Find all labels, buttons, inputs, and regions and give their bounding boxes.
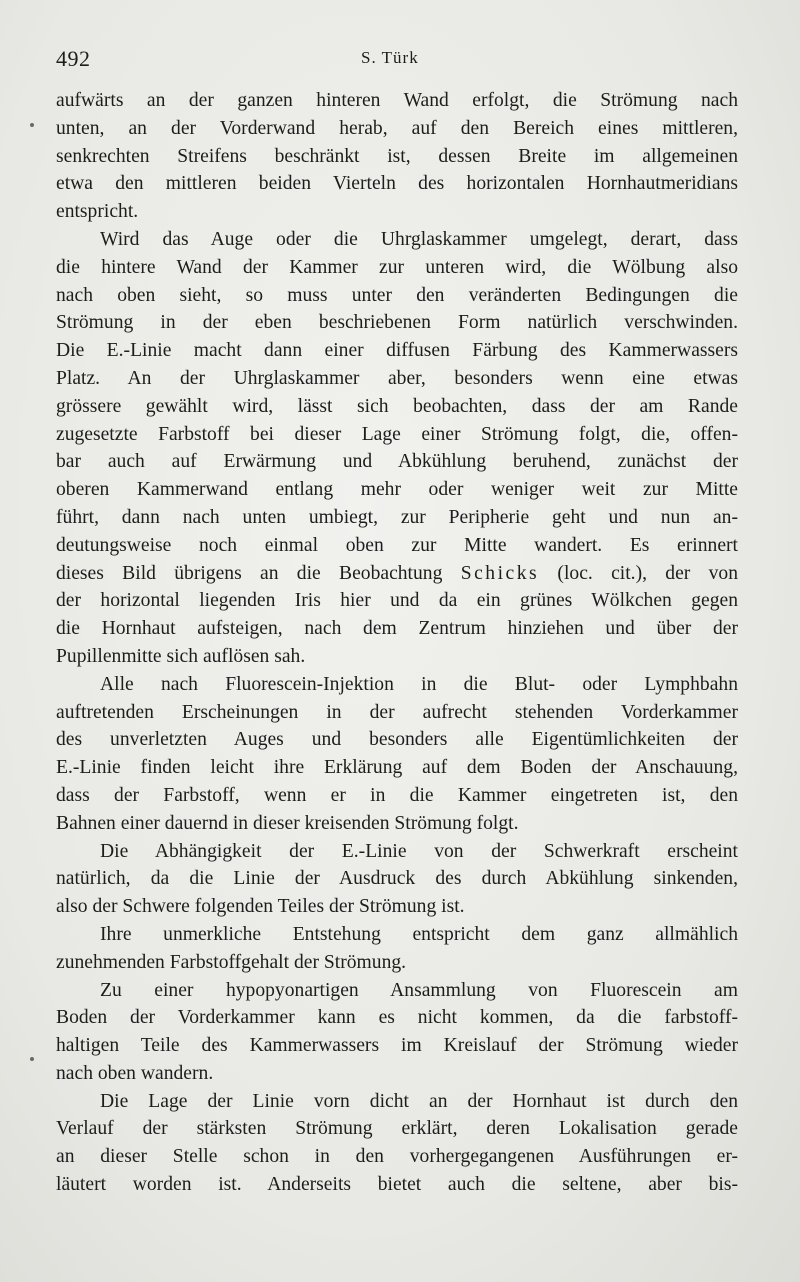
text-line: oberen Kammerwand entlang mehr oder weniger weit zur Mitte [56, 479, 738, 501]
text-segment: dieses Bild übrigens an die Beobachtung [56, 562, 461, 584]
paragraph-start-line: Die Abhängigkeit der E.-Linie von der Schwerkraft erscheint [100, 840, 738, 862]
paper-speck [30, 1057, 34, 1061]
text-line: der horizontal liegenden Iris hier und da ein grünes Wölkchen gegen [56, 590, 738, 612]
text-line: aufwärts an der ganzen hinteren Wand erfolgt, die Strömung nach [56, 90, 738, 111]
text-line: natürlich, da die Linie der Ausdruck des durch Abkühlung sinkenden, [56, 868, 738, 890]
paragraph-start-line: Zu einer hypopyonartigen Ansammlung von Fluorescein am [100, 979, 738, 1001]
text-line: Die E.-Linie macht dann einer diffusen Färbung des Kammerwassers [56, 340, 738, 362]
text-line: senkrechten Streifens beschränkt ist, dessen Breite im allgemeinen [56, 145, 738, 167]
text-line: grössere gewählt wird, lässt sich beobachten, dass der am Rande [56, 395, 738, 417]
text-line: Platz. An der Uhrglaskammer aber, besonders wenn eine etwas [56, 367, 738, 389]
text-line: haltigen Teile des Kammerwassers im Kreislauf der Strömung wieder [56, 1035, 738, 1057]
text-line: dass der Farbstoff, wenn er in die Kammer eingetreten ist, den [56, 784, 738, 806]
text-line: Pupillenmitte sich auflösen sah. [56, 645, 306, 667]
text-line: Strömung in der eben beschriebenen Form natürlich verschwinden. [56, 312, 738, 334]
paragraph-start-line: Wird das Auge oder die Uhrglaskammer umgelegt, derart, dass [100, 228, 738, 250]
text-line: bar auch auf Erwärmung und Abkühlung beruhend, zunächst der [56, 451, 738, 473]
running-head-author: S. Türk [361, 48, 419, 67]
body-text [56, 87, 738, 1199]
text-line: führt, dann nach unten umbiegt, zur Peripherie geht und nun an- [56, 506, 738, 528]
text-line: Boden der Vorderkammer kann es nicht kommen, da die farbstoff- [56, 1007, 738, 1029]
text-line: die Hornhaut aufsteigen, nach dem Zentrum hinziehen und über der [56, 618, 738, 640]
page-number: 492 [56, 46, 91, 71]
text-line: nach oben wandern. [56, 1062, 214, 1084]
spaced-author-name: Schicks [460, 562, 540, 584]
text-line: unten, an der Vorderwand herab, auf den Bereich eines mittleren, [56, 117, 738, 139]
text-line: deutungsweise noch einmal oben zur Mitte wandert. Es erinnert [56, 534, 738, 556]
text-line: also der Schwere folgenden Teiles der Strömung ist. [56, 896, 465, 918]
text-line: auftretenden Erscheinungen in der aufrecht stehenden Vorderkammer [56, 701, 738, 723]
text-line: die hintere Wand der Kammer zur unteren wird, die Wölbung also [56, 256, 738, 278]
text-line: Bahnen einer dauernd in dieser kreisenden Strömung folgt. [56, 812, 519, 834]
text-line: läutert worden ist. Anderseits bietet auch die seltene, aber bis- [56, 1174, 738, 1196]
text-segment: (loc. cit.), der von [539, 562, 738, 584]
paragraph-start-line: Alle nach Fluorescein-Injektion in die Blut- oder Lymphbahn [100, 673, 738, 695]
paragraph-start-line: Ihre unmerkliche Entstehung entspricht dem ganz allmählich [100, 923, 738, 945]
paragraph-start-line: Die Lage der Linie vorn dicht an der Hornhaut ist durch den [100, 1090, 738, 1112]
text-line: etwa den mittleren beiden Vierteln des horizontalen Hornhautmeridians [56, 173, 738, 195]
text-line: zunehmenden Farbstoffgehalt der Strömung. [56, 951, 407, 973]
text-line: entspricht. [56, 201, 139, 223]
page-header [56, 44, 746, 78]
text-line: des unverletzten Auges und besonders alle Eigentümlichkeiten der [56, 729, 738, 751]
text-line: an dieser Stelle schon in den vorhergegangenen Ausführungen er- [56, 1146, 738, 1168]
text-line: E.-Linie finden leicht ihre Erklärung auf dem Boden der Anschauung, [56, 757, 738, 779]
paper-speck [30, 123, 34, 127]
text-line: zugesetzte Farbstoff bei dieser Lage einer Strömung folgt, die, offen- [56, 423, 738, 445]
text-line-with-spaced-name [56, 560, 738, 588]
text-line: Verlauf der stärksten Strömung erklärt, deren Lokalisation gerade [56, 1118, 738, 1140]
text-line: nach oben sieht, so muss unter den veränderten Bedingungen die [56, 284, 738, 306]
